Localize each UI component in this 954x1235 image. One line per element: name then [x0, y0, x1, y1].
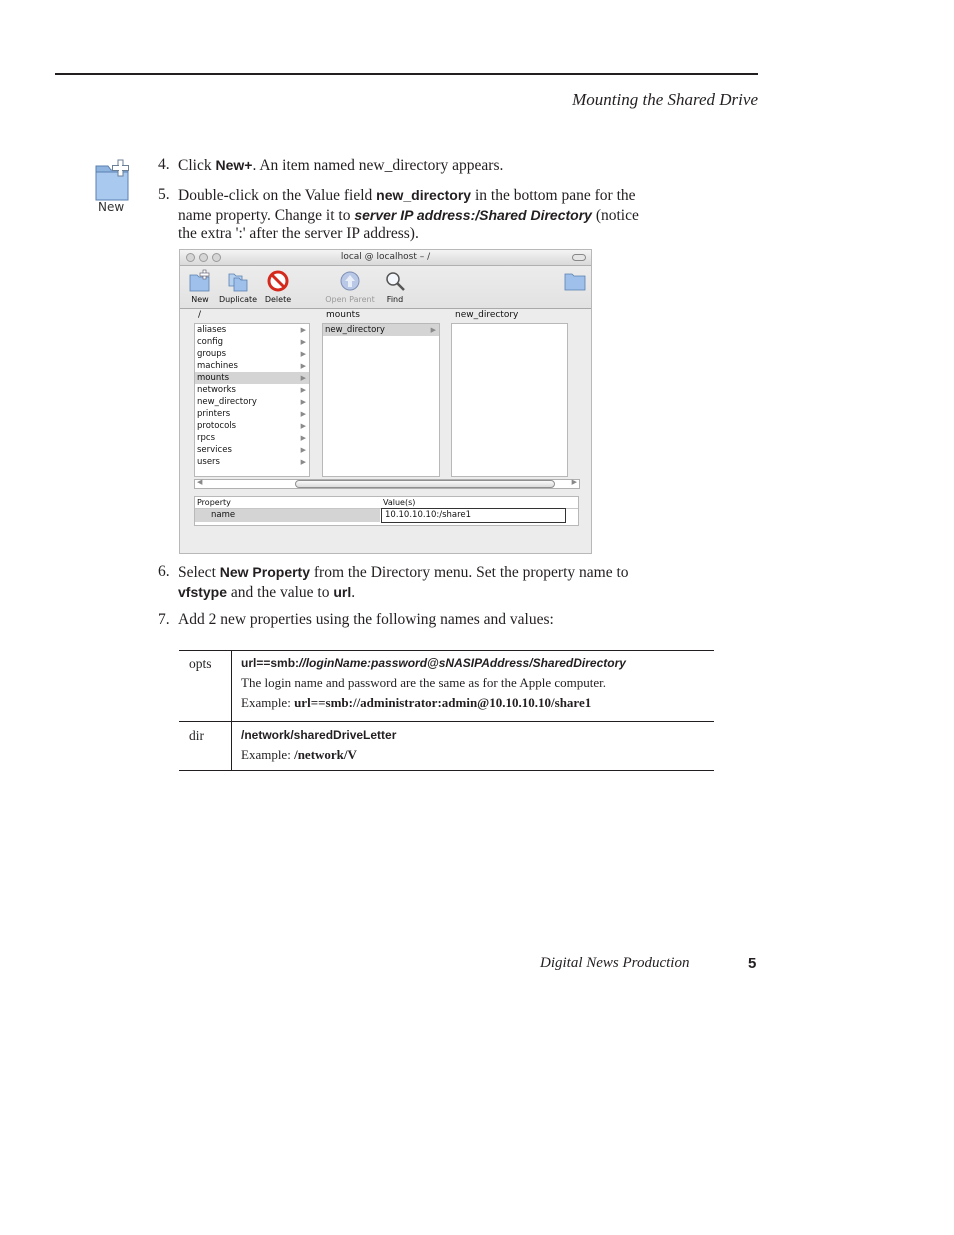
list-item[interactable]: new_directory ▶	[197, 397, 306, 407]
step-text: name property. Change it to	[178, 206, 355, 224]
delete-icon	[266, 269, 290, 293]
scroll-right-arrow-icon[interactable]: ▶	[571, 478, 577, 486]
menu-item-name: New Property	[219, 564, 310, 580]
disclosure-arrow-icon: ▶	[300, 410, 306, 418]
list-item[interactable]: groups ▶	[197, 349, 306, 359]
example-label: Example:	[241, 695, 295, 710]
property-name: vfstype	[178, 583, 228, 600]
scroll-left-arrow-icon[interactable]: ◀	[197, 478, 203, 486]
syntax-text: url==smb:	[241, 656, 300, 670]
scrollbar-thumb[interactable]	[295, 480, 555, 488]
running-head: Mounting the Shared Drive	[572, 90, 758, 109]
disclosure-arrow-icon: ▶	[300, 434, 306, 442]
list-item[interactable]: machines ▶	[197, 361, 306, 371]
list-item[interactable]: networks ▶	[197, 385, 306, 395]
example-value: url==smb://administrator:admin@10.10.10.10/share1	[294, 695, 592, 710]
value-edit-field[interactable]: 10.10.10.10:/share1	[381, 508, 566, 523]
table-row-key: dir	[189, 728, 204, 743]
property-name: name	[211, 510, 236, 520]
footer-title: Digital News Production	[540, 955, 690, 971]
new-icon-label: New	[98, 200, 125, 214]
folder-icon[interactable]	[563, 270, 587, 292]
syntax-text: /network/sharedDriveLetter	[241, 728, 397, 742]
disclosure-arrow-icon: ▶	[300, 374, 306, 382]
list-item[interactable]: services ▶	[197, 445, 306, 455]
step-text: (notice	[591, 206, 639, 224]
disclosure-arrow-icon: ▶	[300, 338, 306, 346]
table-row-key: opts	[189, 656, 212, 671]
step-number: 6.	[158, 563, 170, 580]
disclosure-arrow-icon: ▶	[300, 398, 306, 406]
property-table	[194, 496, 579, 526]
disclosure-arrow-icon: ▶	[300, 446, 306, 454]
description-text: The login name and password are the same as for the Apple computer.	[241, 675, 606, 690]
syntax-text: //loginName:password@sNASIPAddress/SharedDirectory	[299, 656, 626, 670]
disclosure-arrow-icon: ▶	[300, 362, 306, 370]
open-parent-icon	[338, 269, 362, 293]
list-item[interactable]: users ▶	[197, 457, 306, 467]
page-number: 5	[748, 955, 757, 972]
step-text: in the bottom pane for the	[471, 187, 636, 204]
list-item[interactable]: printers ▶	[197, 409, 306, 419]
step-text: Double-click on the Value field	[178, 187, 377, 204]
list-item-selected[interactable]: mounts ▶	[195, 372, 309, 384]
step-text: and the value to	[227, 583, 334, 601]
window-titlebar	[180, 250, 591, 266]
table-row-value	[241, 725, 396, 765]
toolbar-new-button[interactable]	[186, 269, 214, 304]
toolbar-label: Duplicate	[218, 295, 258, 304]
example-label: Example:	[241, 747, 295, 762]
step-text: .	[351, 583, 356, 601]
window-title: local @ localhost – /	[340, 252, 431, 262]
property-value: url	[333, 583, 352, 600]
value-column-header: Value(s)	[383, 498, 416, 507]
value-placeholder: server IP address:/Shared Directory	[354, 206, 592, 223]
toolbar-label: New	[191, 295, 209, 304]
step-number: 5.	[158, 186, 170, 203]
browser-column-root	[194, 323, 310, 477]
step-number: 7.	[158, 611, 170, 628]
horizontal-scrollbar[interactable]	[194, 479, 580, 489]
step-text: from the Directory menu. Set the property name to	[310, 564, 629, 581]
step-text: Add 2 new properties using the following names and values:	[178, 611, 554, 628]
directory-window-screenshot	[179, 249, 592, 554]
list-item[interactable]: config ▶	[197, 337, 306, 347]
header-rule	[55, 73, 758, 75]
column-header-new-directory: new_directory	[455, 310, 519, 320]
table-row-rule	[179, 721, 714, 722]
step-text: Click	[178, 157, 216, 174]
field-name: new_directory	[376, 187, 472, 203]
list-item[interactable]: aliases ▶	[197, 325, 306, 335]
disclosure-arrow-icon: ▶	[300, 350, 306, 358]
list-item[interactable]: rpcs ▶	[197, 433, 306, 443]
toolbar-open-parent-button[interactable]	[324, 269, 376, 304]
disclosure-arrow-icon: ▶	[300, 386, 306, 394]
toolbar	[180, 266, 591, 309]
disclosure-arrow-icon: ▶	[300, 326, 306, 334]
new-folder-icon	[92, 158, 134, 216]
new-folder-icon	[188, 269, 212, 293]
property-column-header: Property	[197, 498, 231, 507]
magnifier-icon	[383, 269, 407, 293]
toolbar-label: Delete	[264, 295, 292, 304]
toolbar-duplicate-button[interactable]	[218, 269, 258, 304]
step-text: . An item named new_directory appears.	[252, 157, 504, 174]
browser-column-mounts	[322, 323, 440, 477]
table-top-rule	[179, 650, 714, 651]
step-number: 4.	[158, 156, 170, 173]
duplicate-icon	[226, 269, 250, 293]
step-text: Select	[178, 564, 220, 581]
example-value: /network/V	[294, 747, 357, 762]
list-item[interactable]: protocols ▶	[197, 421, 306, 431]
toolbar-label: Find	[386, 295, 404, 304]
disclosure-arrow-icon: ▶	[300, 422, 306, 430]
toolbar-toggle-button[interactable]	[572, 254, 586, 261]
disclosure-arrow-icon: ▶	[430, 326, 436, 334]
toolbar-label: Open Parent	[325, 295, 375, 304]
toolbar-find-button[interactable]	[382, 269, 408, 304]
disclosure-arrow-icon: ▶	[300, 458, 306, 466]
command-name: New+	[215, 157, 253, 173]
table-bottom-rule	[179, 770, 714, 771]
column-header-mounts: mounts	[326, 310, 360, 320]
browser-column-new-directory	[451, 323, 568, 477]
list-item-selected[interactable]: new_directory ▶	[323, 324, 439, 336]
toolbar-delete-button[interactable]	[262, 269, 294, 304]
column-header-root: /	[198, 310, 202, 320]
table-column-divider	[231, 650, 232, 771]
step-text: the extra ':' after the server IP address).	[178, 225, 419, 242]
table-row-value	[241, 653, 626, 713]
